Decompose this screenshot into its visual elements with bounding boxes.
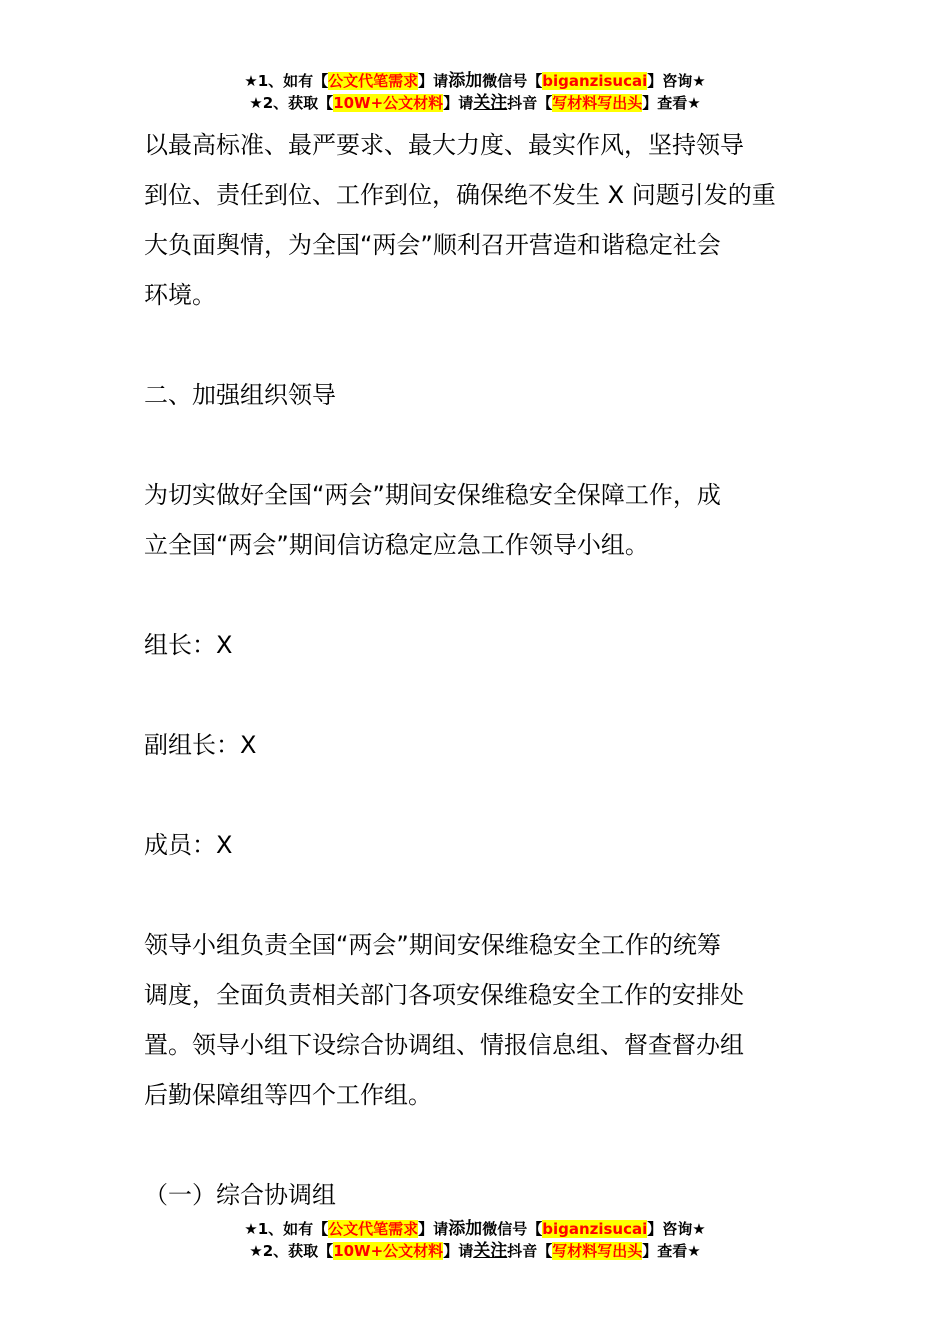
leader-line: 组长：X [144,631,233,659]
bottom-banner-line-1 [0,1218,950,1240]
banner-text: ★2、获取【 [249,1242,334,1260]
banner-text: 微信号【 [482,72,543,90]
spacer [144,870,809,920]
highlight-materials: 10W+公文材料 [333,94,444,112]
highlight-service: 公文代笔需求 [328,72,419,90]
spacer [144,420,809,470]
paragraph-line: 大负面舆情，为全国“两会”顺利召开营造和谐稳定社会 [144,231,721,259]
paragraph-line: 环境。 [144,281,216,309]
banner-text: 】咨询★ [647,1220,706,1238]
spacer [144,670,809,720]
banner-text: ★1、如有【 [244,1220,329,1238]
deputy-leader-line: 副组长：X [144,731,257,759]
banner-text: 抖音【 [507,94,553,112]
paragraph-line: 调度，全面负责相关部门各项安保维稳安全工作的安排处 [144,981,744,1009]
highlight-wechat-id: biganzisucai [542,72,648,90]
bottom-banner [0,1218,950,1262]
subsection-heading: （一）综合协调组 [144,1181,336,1209]
paragraph-line: 后勤保障组等四个工作组。 [144,1081,432,1109]
members-line: 成员：X [144,831,233,859]
spacer [144,770,809,820]
highlight-wechat-id: biganzisucai [542,1220,648,1238]
paragraph-line: 立全国“两会”期间信访稳定应急工作领导小组。 [144,531,649,559]
paragraph-line: 到位、责任到位、工作到位，确保绝不发生 X 问题引发的重 [144,181,776,209]
banner-text: 抖音【 [507,1242,553,1260]
section-heading: 二、加强组织领导 [144,381,336,409]
paragraph-line: 为切实做好全国“两会”期间安保维稳安全保障工作，成 [144,481,721,509]
banner-text: 】咨询★ [647,72,706,90]
highlight-douyin-account: 写材料写出头 [552,94,643,112]
spacer [144,1120,809,1170]
banner-text: 】请 [443,94,474,112]
banner-emphasis: 添加 [448,1219,483,1239]
banner-emphasis: 关注 [473,93,508,113]
spacer [144,570,809,620]
top-banner [0,70,950,114]
bottom-banner-line-2 [0,1240,950,1262]
paragraph-line: 以最高标准、最严要求、最大力度、最实作风，坚持领导 [144,131,744,159]
banner-text: 】查看★ [642,94,701,112]
banner-text: ★1、如有【 [244,72,329,90]
paragraph-line: 领导小组负责全国“两会”期间安保维稳安全工作的统筹 [144,931,721,959]
highlight-douyin-account: 写材料写出头 [552,1242,643,1260]
banner-text: ★2、获取【 [249,94,334,112]
banner-text: 】请 [418,1220,449,1238]
highlight-materials: 10W+公文材料 [333,1242,444,1260]
document-body [144,120,809,1220]
banner-text: 】请 [443,1242,474,1260]
banner-emphasis: 关注 [473,1241,508,1261]
top-banner-line-2 [0,92,950,114]
banner-emphasis: 添加 [448,71,483,91]
spacer [144,320,809,370]
banner-text: 】查看★ [642,1242,701,1260]
banner-text: 】请 [418,72,449,90]
top-banner-line-1 [0,70,950,92]
paragraph-line: 置。领导小组下设综合协调组、情报信息组、督查督办组 [144,1031,744,1059]
highlight-service: 公文代笔需求 [328,1220,419,1238]
banner-text: 微信号【 [482,1220,543,1238]
